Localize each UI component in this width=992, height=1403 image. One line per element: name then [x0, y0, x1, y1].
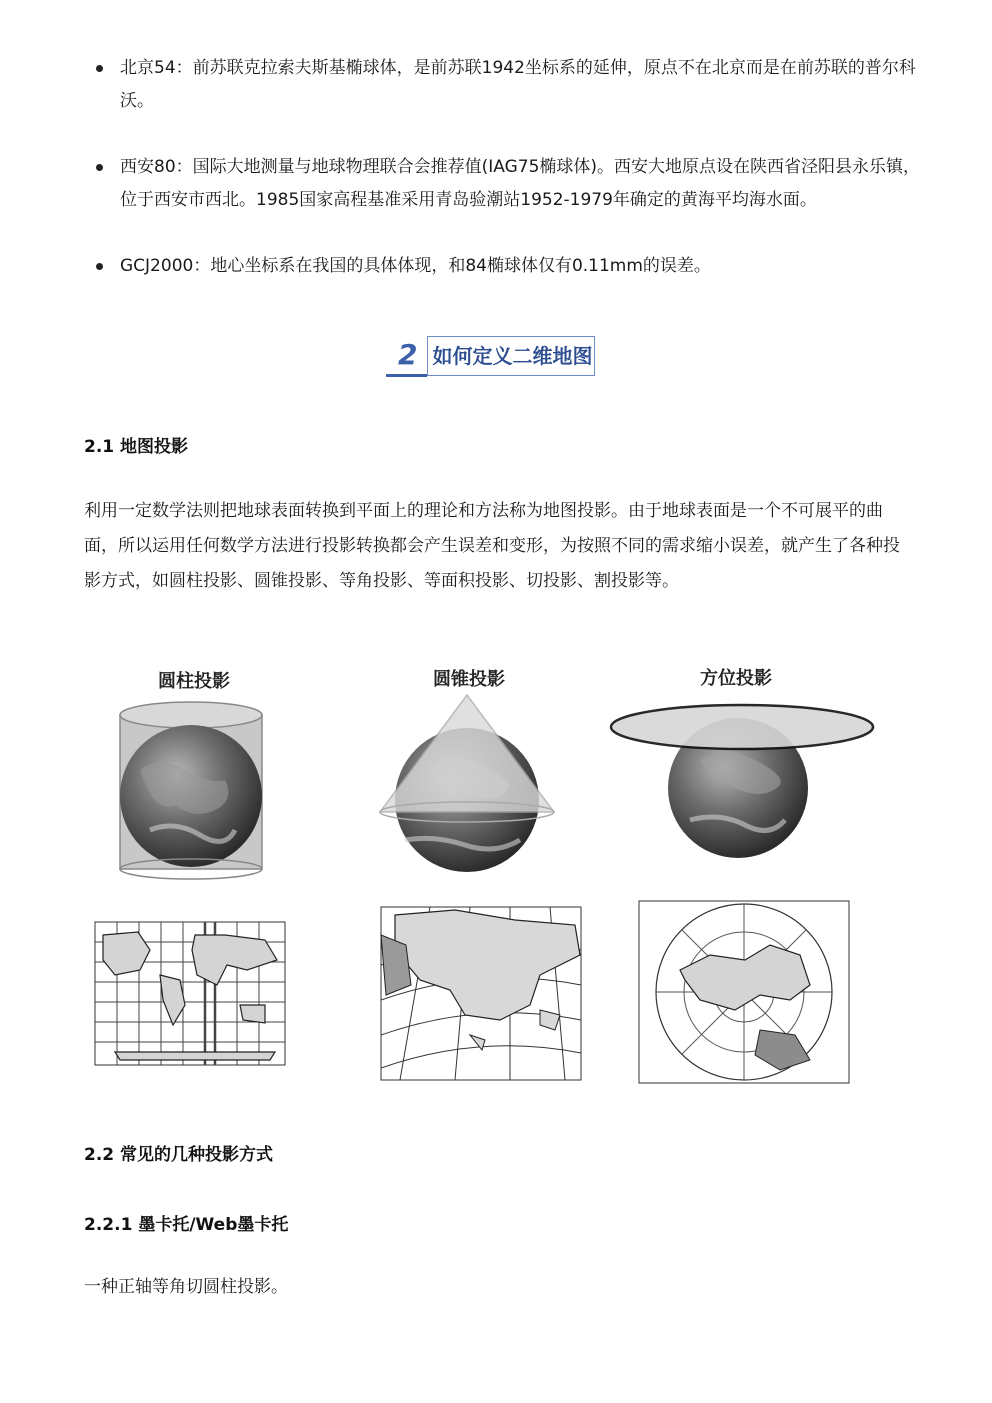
cylindrical-map — [95, 922, 285, 1065]
azimuthal-map — [639, 901, 849, 1083]
heading-2-1: 2.1 地图投影 — [84, 437, 189, 457]
conic-globe-illustration — [380, 695, 554, 872]
section-number: 2 — [386, 336, 427, 377]
label-cylindrical: 圆柱投影 — [158, 671, 230, 692]
azimuthal-globe-illustration — [611, 705, 873, 858]
bullet-beijing54: 北京54：前苏联克拉索夫斯基椭球体，是前苏联1942坐标系的延伸，原点不在北京而是在前苏联的普尔科沃。 — [96, 52, 926, 118]
cylindrical-globe-illustration — [120, 702, 262, 879]
heading-2-2-1: 2.2.1 墨卡托/Web墨卡托 — [84, 1215, 289, 1235]
bullet-gcj2000: GCJ2000：地心坐标系在我国的具体体现，和84椭球体仅有0.11mm的误差。 — [96, 250, 926, 283]
heading-2-2: 2.2 常见的几种投影方式 — [84, 1145, 274, 1165]
bullet-xian80: 西安80：国际大地测量与地球物理联合会推荐值(IAG75椭球体)。西安大地原点设在陕西省泾阳县永乐镇，位于西安市西北。1985国家高程基准采用青岛验潮站1952-1979年确定的黄海平均海水面。 — [96, 151, 926, 217]
section-title: 如何定义二维地图 — [427, 336, 595, 376]
label-azimuthal: 方位投影 — [700, 668, 772, 689]
label-conic: 圆锥投影 — [433, 669, 505, 690]
conic-map — [381, 907, 581, 1080]
paragraph-map-projection: 利用一定数学法则把地球表面转换到平面上的理论和方法称为地图投影。由于地球表面是一个不可展平的曲面，所以运用任何数学方法进行投影转换都会产生误差和变形，为按照不同的需求缩小误差，就产生了各种投影方式，如圆柱投影、圆锥投影、等角投影、等面积投影、切投影、割投影等。 — [84, 501, 900, 591]
paragraph-mercator: 一种正轴等角切圆柱投影。 — [84, 1277, 288, 1297]
